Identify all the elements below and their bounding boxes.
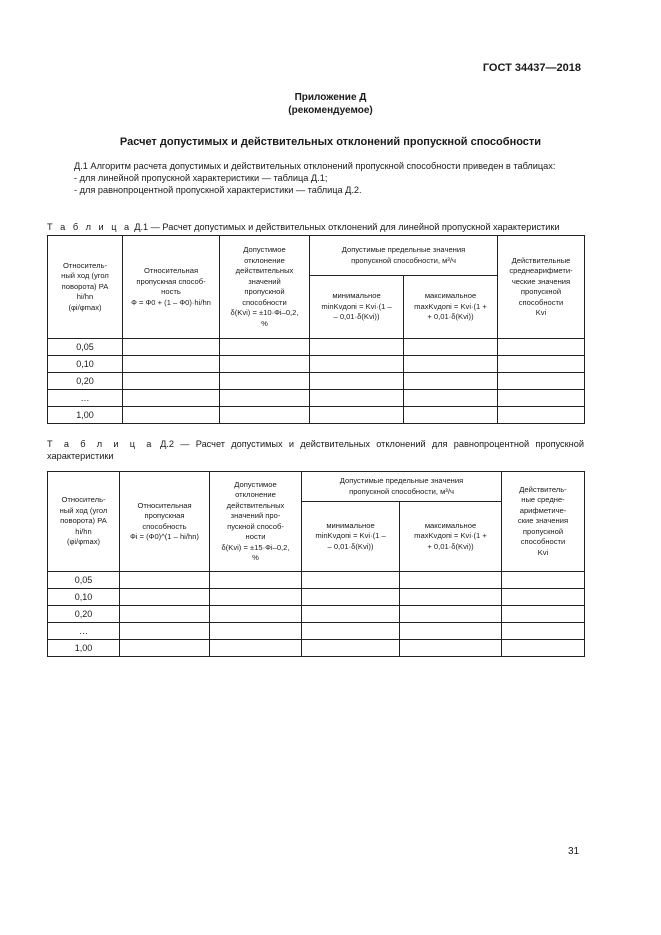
table1-header-rel-travel: Относитель- ный ход (угол поворота) РА hi/hn (φi/φmax)	[48, 236, 123, 339]
standard-number: ГОСТ 34437—2018	[482, 62, 581, 74]
table1-caption-text: Д.1 — Расчет допустимых и действительных отклонений для линейной пропускной характеристики	[134, 222, 560, 232]
table1-caption-prefix: Т а б л и ц а	[47, 222, 132, 232]
table-row	[48, 339, 585, 356]
table-row	[48, 407, 585, 424]
table-row	[48, 623, 585, 640]
table-row	[48, 356, 585, 373]
intro-item: - для линейной пропускной характеристики — таблица Д.1;	[74, 173, 328, 183]
table1-header-maximum: максимальное maxKvдопi = Kvi·(1 + + 0,01·δ(Kvi))	[404, 276, 498, 339]
table1-header-minimum: минимальное minKvдопi = Kvi·(1 – – 0,01·δ(Kvi))	[310, 276, 404, 339]
table1-header-rel-capacity: Относительная пропускная способ- ность Ф = Ф0 + (1 – Ф0)·hi/hn	[123, 236, 220, 339]
appendix-title: Приложение Д	[294, 92, 367, 103]
row-value: 1,00	[48, 640, 120, 657]
table-row	[48, 640, 585, 657]
intro-text: Д.1 Алгоритм расчета допустимых и действительных отклонений пропускной способности приведен в таблицах:	[74, 161, 556, 171]
section-title: Расчет допустимых и действительных отклонений пропускной способности	[119, 136, 542, 148]
table2-header-minimum: минимальное minKvдопi = Kvi·(1 – – 0,01·δ(Kvi))	[302, 502, 400, 572]
table-row	[48, 572, 585, 589]
appendix-heading	[0, 91, 661, 117]
table1-header-actual-mean: Действительные среднеарифмети- ческие значения пропускной способности Kvi	[498, 236, 585, 339]
row-value: …	[48, 390, 123, 407]
table2-caption-text: Д.2 — Расчет допустимых и действительных отклонений для равнопроцентной пропускной характеристики	[47, 439, 584, 461]
table2-header-actual-mean: Действитель- ные средне- арифметиче- ские значения пропускной способности Kvi	[502, 472, 585, 572]
table1-header-allowed-deviation: Допустимое отклонение действительных значений пропускной способности δ(Kvi) = ±10·Фi–0,2, %	[220, 236, 310, 339]
row-value: 0,20	[48, 373, 123, 390]
table1-caption	[47, 221, 584, 233]
table2-header-rel-capacity: Относительная пропускная способность Фi = (Ф0)^(1 – hi/hn)	[120, 472, 210, 572]
intro-item: - для равнопроцентной пропускной характеристики — таблица Д.2.	[74, 185, 362, 195]
row-value: 0,10	[48, 589, 120, 606]
table2-caption	[47, 438, 584, 462]
table-row	[48, 606, 585, 623]
row-value: …	[48, 623, 120, 640]
appendix-subtitle: (рекомендуемое)	[288, 105, 373, 116]
intro-paragraph	[56, 160, 583, 196]
table2-caption-prefix: Т а б л и ц а	[47, 439, 154, 449]
row-value: 0,05	[48, 572, 120, 589]
table-row	[48, 373, 585, 390]
page-number: 31	[568, 846, 580, 857]
table-row	[48, 589, 585, 606]
table2-header-allowed-deviation: Допустимое отклонение действительных значений про- пускной способ- ности δ(Kvi) = ±15·Фi–0,2, %	[210, 472, 302, 572]
row-value: 1,00	[48, 407, 123, 424]
table2-header-maximum: максимальное maxKvдопi = Kvi·(1 + + 0,01·δ(Kvi))	[400, 502, 502, 572]
table2-header-rel-travel: Относитель- ный ход (угол поворота) РА hi/hn (φi/φmax)	[48, 472, 120, 572]
row-value: 0,05	[48, 339, 123, 356]
row-value: 0,20	[48, 606, 120, 623]
row-value: 0,10	[48, 356, 123, 373]
table1-header-limit-values: Допустимые предельные значения пропускной способности, м³/ч	[310, 236, 498, 276]
table1	[47, 235, 585, 424]
table-row	[48, 390, 585, 407]
table2	[47, 471, 585, 657]
table2-header-limit-values: Допустимые предельные значения пропускной способности, м³/ч	[302, 472, 502, 502]
